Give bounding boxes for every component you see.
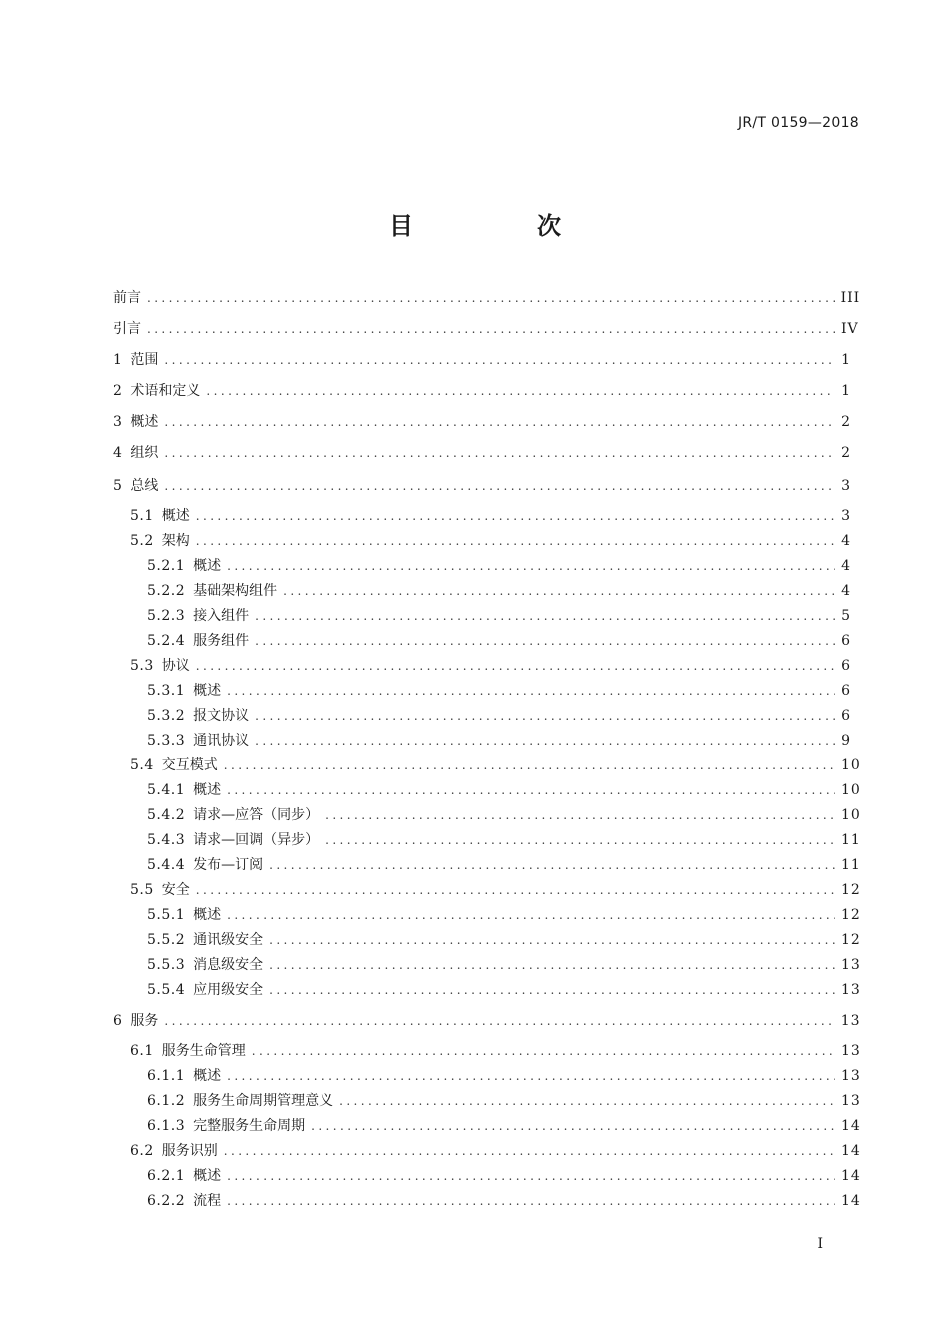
toc-title: 目 次	[389, 212, 611, 240]
toc-entry-page: 2	[841, 414, 851, 430]
toc-entry-number: 5.4	[130, 757, 154, 773]
toc-entry-label: 消息级安全	[193, 957, 264, 973]
toc-dot-leader	[164, 476, 835, 496]
toc-entry[interactable]	[113, 350, 851, 370]
toc-entry-label: 请求—应答（同步）	[193, 807, 320, 823]
toc-entry-number: 6.2.1	[147, 1168, 186, 1184]
toc-dot-leader	[224, 755, 835, 775]
toc-entry-label: 完整服务生命周期	[193, 1118, 306, 1134]
toc-entry-label: 协议	[161, 658, 190, 674]
toc-entry-page: 2	[841, 445, 851, 461]
toc-entry-number: 5.3	[130, 658, 154, 674]
toc-entry-label: 组织	[130, 445, 159, 461]
toc-entry-page: 4	[841, 558, 851, 574]
toc-entry-label: 基础架构组件	[193, 583, 278, 599]
toc-entry[interactable]	[113, 288, 861, 308]
toc-entry[interactable]	[113, 1041, 861, 1061]
toc-entry[interactable]	[113, 706, 851, 726]
toc-entry-page: 12	[841, 882, 861, 898]
toc-entry-label: 服务生命管理	[161, 1043, 246, 1059]
toc-entry-page: IV	[841, 321, 859, 337]
toc-entry-page: III	[840, 290, 861, 306]
toc-dot-leader	[196, 880, 835, 900]
toc-dot-leader	[283, 581, 835, 601]
toc-entry[interactable]	[113, 780, 861, 800]
toc-entry-label: 安全	[161, 882, 190, 898]
toc-entry-label: 服务组件	[193, 633, 250, 649]
toc-dot-leader	[255, 606, 835, 626]
toc-dot-leader	[196, 531, 835, 551]
toc-entry-number: 5.2.2	[147, 583, 186, 599]
toc-entry-number: 6.1.1	[147, 1068, 186, 1084]
toc-entry-page: 14	[841, 1143, 861, 1159]
toc-entry[interactable]	[113, 1166, 861, 1186]
toc-dot-leader	[255, 731, 835, 751]
toc-entry[interactable]	[113, 531, 851, 551]
toc-entry-page: 14	[841, 1168, 861, 1184]
toc-entry-number: 5.4.4	[147, 857, 186, 873]
toc-entry-label: 流程	[193, 1193, 222, 1209]
document-code: JR/T 0159—2018	[737, 115, 859, 131]
toc-entry[interactable]	[113, 656, 851, 676]
toc-entry-label: 概述	[161, 508, 190, 524]
toc-entry-page: 9	[841, 733, 851, 749]
toc-dot-leader	[224, 1141, 835, 1161]
toc-dot-leader	[227, 1166, 835, 1186]
toc-dot-leader	[164, 412, 835, 432]
toc-entry-label: 概述	[193, 782, 222, 798]
toc-entry[interactable]	[113, 1091, 861, 1111]
toc-entry-label: 通讯协议	[193, 733, 250, 749]
toc-entry-page: 10	[841, 782, 861, 798]
toc-entry[interactable]	[113, 556, 851, 576]
toc-entry-label: 前言	[113, 290, 141, 306]
toc-entry-label: 服务生命周期管理意义	[193, 1093, 334, 1109]
toc-dot-leader	[227, 1191, 835, 1211]
toc-entry-page: 12	[841, 932, 861, 948]
toc-entry[interactable]	[113, 1116, 861, 1136]
toc-dot-leader	[227, 780, 835, 800]
toc-entry-page: 1	[841, 383, 851, 399]
toc-entry[interactable]	[113, 581, 851, 601]
toc-entry-number: 5.4.2	[147, 807, 186, 823]
toc-entry-number: 6	[113, 1013, 123, 1029]
toc-entry-page: 13	[841, 1068, 861, 1084]
page-number: I	[817, 1236, 823, 1252]
toc-dot-leader	[339, 1091, 835, 1111]
toc-entry-label: 引言	[113, 321, 141, 337]
toc-entry-page: 13	[841, 957, 861, 973]
toc-dot-leader	[147, 319, 835, 339]
toc-entry[interactable]	[113, 476, 851, 496]
toc-entry[interactable]	[113, 381, 851, 401]
toc-entry-page: 13	[841, 1043, 861, 1059]
toc-entry-label: 概述	[193, 907, 222, 923]
toc-entry-number: 5.2.4	[147, 633, 186, 649]
toc-dot-leader	[227, 681, 835, 701]
toc-entry[interactable]	[113, 980, 861, 1000]
toc-dot-leader	[227, 1066, 835, 1086]
toc-entry-number: 4	[113, 445, 123, 461]
toc-entry-number: 5.3.2	[147, 708, 186, 724]
toc-entry[interactable]	[113, 606, 851, 626]
toc-entry-label: 服务识别	[161, 1143, 218, 1159]
toc-entry-number: 3	[113, 414, 123, 430]
toc-dot-leader	[269, 930, 835, 950]
toc-entry-page: 3	[841, 478, 851, 494]
toc-dot-leader	[252, 1041, 835, 1061]
toc-entry-page: 5	[841, 608, 851, 624]
toc-dot-leader	[164, 443, 835, 463]
toc-entry[interactable]	[113, 681, 851, 701]
toc-entry-label: 服务	[130, 1013, 159, 1029]
toc-entry[interactable]	[113, 755, 861, 775]
toc-dot-leader	[311, 1116, 835, 1136]
toc-entry-number: 1	[113, 352, 123, 368]
toc-entry-number: 5.1	[130, 508, 154, 524]
toc-entry-label: 术语和定义	[130, 383, 201, 399]
toc-entry-label: 概述	[193, 683, 222, 699]
toc-entry[interactable]	[113, 1011, 861, 1031]
toc-entry[interactable]	[113, 319, 859, 339]
toc-entry-number: 5.4.1	[147, 782, 186, 798]
toc-dot-leader	[196, 656, 835, 676]
toc-dot-leader	[164, 350, 835, 370]
toc-entry-label: 报文协议	[193, 708, 250, 724]
toc-entry-page: 14	[841, 1118, 861, 1134]
toc-entry-page: 6	[841, 658, 851, 674]
toc-dot-leader	[255, 631, 835, 651]
toc-entry-page: 6	[841, 708, 851, 724]
toc-entry-page: 10	[841, 757, 861, 773]
toc-entry-label: 概述	[193, 558, 222, 574]
toc-entry[interactable]	[113, 830, 861, 850]
toc-entry-label: 概述	[193, 1168, 222, 1184]
toc-entry[interactable]	[113, 1191, 861, 1211]
toc-entry-page: 11	[841, 857, 861, 873]
toc-entry-page: 6	[841, 633, 851, 649]
toc-entry-number: 5.2.3	[147, 608, 186, 624]
toc-entry-page: 14	[841, 1193, 861, 1209]
toc-entry[interactable]	[113, 506, 851, 526]
toc-entry-label: 应用级安全	[193, 982, 264, 998]
toc-dot-leader	[227, 556, 835, 576]
toc-entry-page: 10	[841, 807, 861, 823]
toc-dot-leader	[269, 980, 835, 1000]
toc-entry[interactable]	[113, 955, 861, 975]
toc-entry-page: 4	[841, 533, 851, 549]
toc-entry[interactable]	[113, 731, 851, 751]
toc-entry[interactable]	[113, 631, 851, 651]
toc-entry-number: 5.4.3	[147, 832, 186, 848]
toc-entry-number: 5	[113, 478, 123, 494]
toc-entry-page: 13	[840, 1013, 861, 1029]
toc-entry-number: 5.2	[130, 533, 154, 549]
toc-entry-label: 通讯级安全	[193, 932, 264, 948]
toc-dot-leader	[269, 855, 835, 875]
toc-entry-page: 11	[841, 832, 861, 848]
toc-entry-number: 5.2.1	[147, 558, 186, 574]
toc-dot-leader	[269, 955, 835, 975]
toc-entry-number: 6.2	[130, 1143, 154, 1159]
toc-entry-number: 6.1	[130, 1043, 154, 1059]
toc-entry-label: 接入组件	[193, 608, 250, 624]
toc-entry-number: 6.2.2	[147, 1193, 186, 1209]
toc-dot-leader	[255, 706, 835, 726]
toc-entry-page: 12	[841, 907, 861, 923]
toc-entry[interactable]	[113, 880, 861, 900]
toc-entry[interactable]	[113, 805, 861, 825]
toc-entry[interactable]	[113, 412, 851, 432]
toc-entry[interactable]	[113, 905, 861, 925]
toc-entry[interactable]	[113, 1141, 861, 1161]
toc-entry-label: 范围	[130, 352, 159, 368]
toc-dot-leader	[147, 288, 835, 308]
toc-entry[interactable]	[113, 855, 861, 875]
toc-entry-number: 5.5	[130, 882, 154, 898]
toc-dot-leader	[164, 1011, 834, 1031]
toc-dot-leader	[196, 506, 835, 526]
toc-entry-page: 13	[841, 982, 861, 998]
toc-entry-page: 6	[841, 683, 851, 699]
toc-entry-label: 概述	[193, 1068, 222, 1084]
toc-entry-label: 发布—订阅	[193, 857, 264, 873]
toc-entry[interactable]	[113, 443, 851, 463]
toc-entry-page: 3	[841, 508, 851, 524]
toc-entry-page: 4	[841, 583, 851, 599]
toc-entry-label: 总线	[130, 478, 159, 494]
toc-entry-number: 5.5.3	[147, 957, 186, 973]
toc-entry-label: 概述	[130, 414, 159, 430]
toc-entry[interactable]	[113, 930, 861, 950]
toc-entry-number: 6.1.2	[147, 1093, 186, 1109]
toc-dot-leader	[325, 830, 835, 850]
toc-entry-page: 1	[841, 352, 851, 368]
toc-entry[interactable]	[113, 1066, 861, 1086]
toc-entry-label: 架构	[161, 533, 190, 549]
toc-entry-number: 2	[113, 383, 123, 399]
toc-entry-label: 交互模式	[161, 757, 218, 773]
toc-entry-label: 请求—回调（异步）	[193, 832, 320, 848]
toc-entry-number: 5.3.1	[147, 683, 186, 699]
toc-dot-leader	[325, 805, 835, 825]
toc-entry-number: 5.5.4	[147, 982, 186, 998]
toc-entry-number: 5.5.1	[147, 907, 186, 923]
toc-entry-number: 6.1.3	[147, 1118, 186, 1134]
toc-dot-leader	[227, 905, 835, 925]
toc-entry-number: 5.5.2	[147, 932, 186, 948]
toc-dot-leader	[206, 381, 835, 401]
toc-entry-page: 13	[841, 1093, 861, 1109]
toc-entry-number: 5.3.3	[147, 733, 186, 749]
